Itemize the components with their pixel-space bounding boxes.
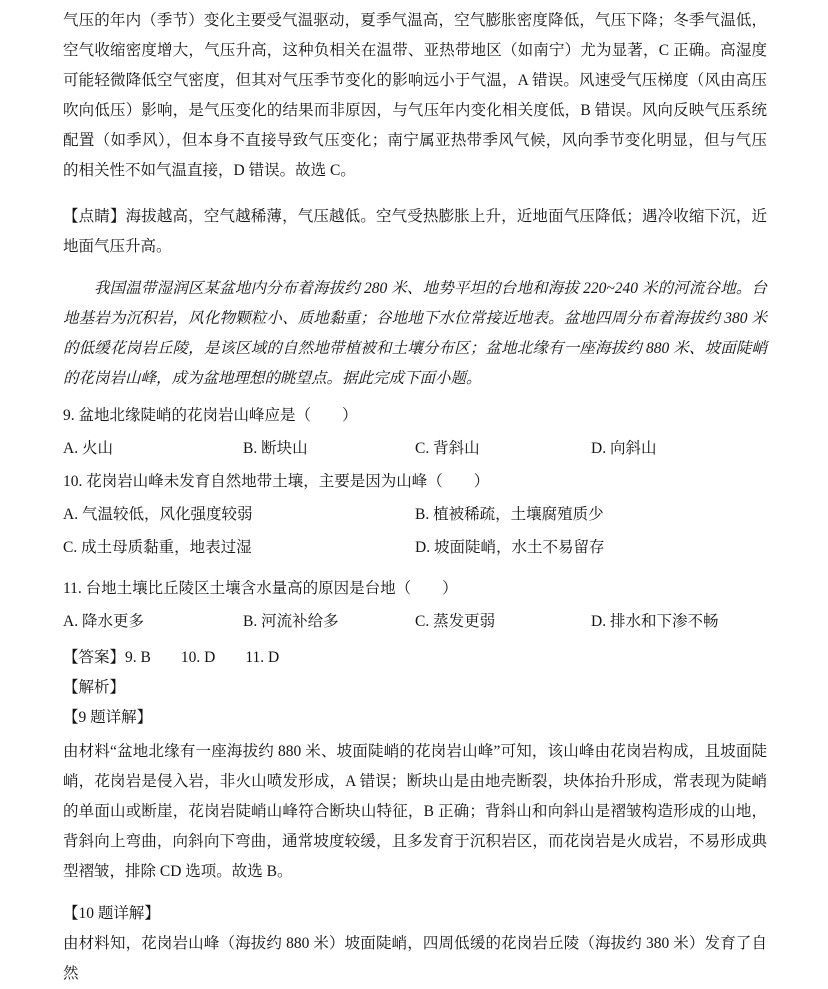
question-11-stem: 11. 台地土壤比丘陵区土壤含水量高的原因是台地（ ） (63, 580, 458, 597)
prev-question-analysis-paragraph: 气压的年内（季节）变化主要受气温驱动，夏季气温高，空气膨胀密度降低，气压下降；冬季气温低，空气收缩密度增大，气压升高，这种负相关在温带、亚热带地区（如南宁）尤为显著，C 正确。高湿度可能轻微降低空气密度，但其对气压季节变化的影响远小于气温，A 错误。风速受气压梯度（风由高压吹向低压）影响，是气压变化的结果而非原因，与气压年内变化相关度低，B 错误。风向反映气压系统配置（如季风），但本身不直接导致气压变化；南宁属亚热带季风气候，风向季节变化明显，但与气压的相关性不如气温直接，D 错误。故选 C。 (63, 12, 767, 179)
question-11-option-b: B. 河流补给多 (243, 613, 339, 630)
question-9-options-row (63, 432, 767, 465)
answer-q9: 9. B (125, 649, 151, 666)
answer-label: 【答案】 (63, 649, 126, 666)
question-11-option-a: A. 降水更多 (63, 613, 144, 630)
question-9-option-b: B. 断块山 (243, 440, 308, 457)
question-9-option-c: C. 背斜山 (415, 440, 480, 457)
question-10-option-a: A. 气温较低，风化强度较弱 (63, 506, 253, 523)
answer-line (63, 643, 767, 673)
question-11-option-c: C. 蒸发更弱 (415, 613, 496, 630)
answer-q11: 11. D (245, 649, 280, 666)
detail-9-paragraph: 由材料“盆地北缘有一座海拔约 880 米、坡面陡峭的花岗岩山峰”可知，该山峰由花岗岩构成，且坡面陡峭，花岗岩是侵入岩，非火山喷发形成，A 错误；断块山是由地壳断裂，块体抬升形成，常表现为陡峭的单面山或断崖，花岗岩陡峭山峰符合断块山特征，B 正确；背斜山和向斜山是褶皱构造形成的山地，背斜向上弯曲，向斜向下弯曲，通常坡度较缓，且多发育于沉积岩区，而花岗岩是火成岩，不易形成典型褶皱，排除 CD 选项。故选 B。 (63, 743, 767, 880)
analysis-label: 【解析】 (63, 679, 126, 696)
question-10-options-row-1 (63, 498, 767, 531)
question-10-option-d: D. 坡面陡峭，水土不易留存 (415, 539, 605, 556)
detail-10-paragraph: 由材料知，花岗岩山峰（海拔约 880 米）坡面陡峭，四周低缓的花岗岩丘陵（海拔约 380 米）发育了自然 (63, 935, 767, 982)
question-11-option-d: D. 排水和下渗不畅 (591, 613, 719, 630)
question-10-option-b: B. 植被稀疏，土壤腐殖质少 (415, 506, 604, 523)
question-11-options-row (63, 605, 767, 638)
question-10-stem: 10. 花岗岩山峰未发育自然地带土壤，主要是因为山峰（ ） (63, 473, 490, 490)
key-point-paragraph: 【点睛】海拔越高，空气越稀薄，气压越低。空气受热膨胀上升，近地面气压降低；遇冷收缩下沉，近地面气压升高。 (63, 208, 767, 255)
question-9-stem: 9. 盆地北缘陡峭的花岗岩山峰应是（ ） (63, 407, 358, 424)
question-10-options-row-2 (63, 531, 767, 564)
question-10-option-c: C. 成土母质黏重，地表过湿 (63, 539, 252, 556)
question-9-option-d: D. 向斜山 (591, 440, 657, 457)
question-9-option-a: A. 火山 (63, 440, 113, 457)
answer-q10: 10. D (180, 649, 216, 666)
material-paragraph: 我国温带湿润区某盆地内分布着海拔约 280 米、地势平坦的台地和海拔 220~240 米的河流谷地。台地基岩为沉积岩，风化物颗粒小、质地黏重；谷地地下水位常接近地表。盆地四周分布着海拔约 380 米的低缓花岗岩丘陵，是该区域的自然地带植被和土壤分布区；盆地北缘有一座海拔约 880 米、坡面陡峭的花岗岩山峰，成为盆地理想的眺望点。据此完成下面小题。 (63, 280, 767, 387)
detail-10-label: 【10 题详解】 (63, 905, 160, 922)
detail-9-label: 【9 题详解】 (63, 709, 153, 726)
